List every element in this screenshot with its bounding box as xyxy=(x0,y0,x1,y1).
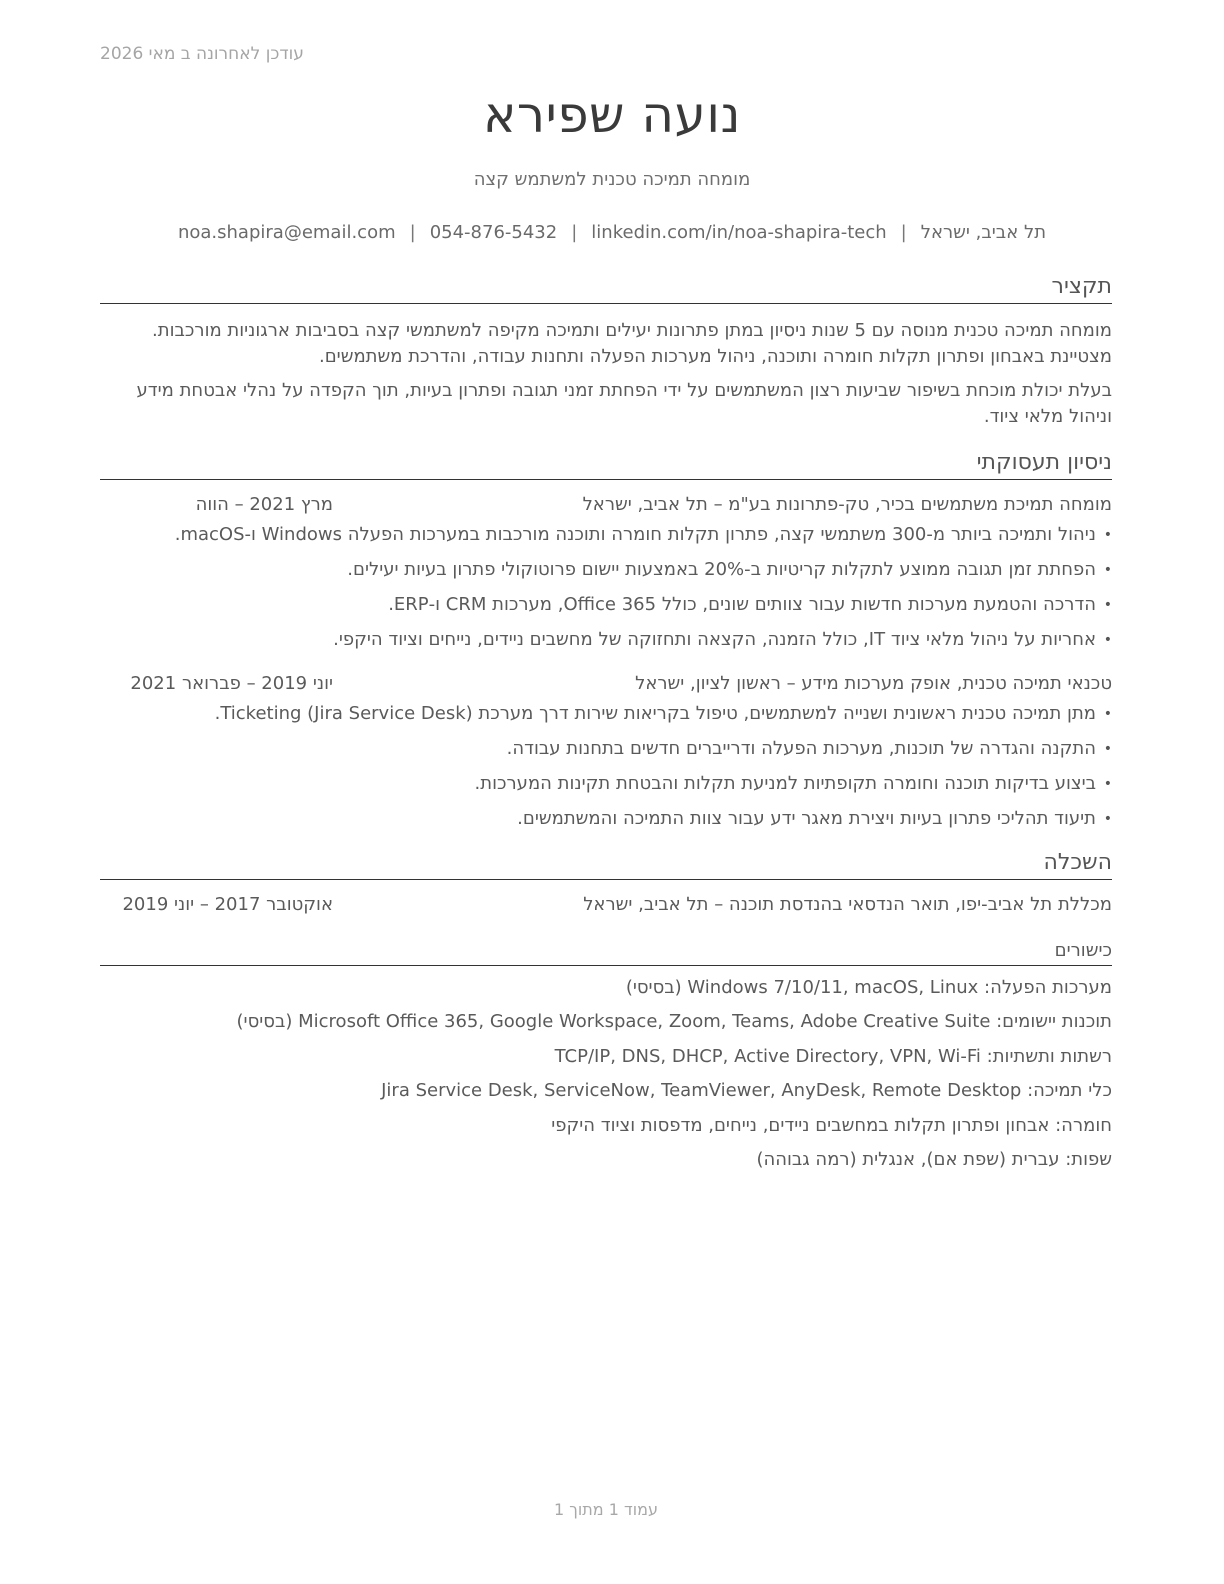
bullet-text: תיעוד תהליכי פתרון בעיות ויצירת מאגר ידע עבור צוות התמיכה והמשתמשים. xyxy=(517,808,1096,829)
contact-separator: | xyxy=(571,222,578,243)
job-header xyxy=(100,673,1112,701)
bullet-text: ניהול ותמיכה ביותר מ-300 משתמשי קצה, פתרון תקלות חומרה ותוכנה מורכבות במערכות הפעלה Windows ו-macOS. xyxy=(174,524,1096,545)
candidate-name: נועה שפירא xyxy=(483,86,741,144)
section-title-summary: תקציר xyxy=(100,272,1112,304)
education-dates: אוקטובר 2017 – יוני 2019 xyxy=(122,894,333,915)
skill-item: שפות: עברית (שפת אם), אנגלית (רמה גבוהה) xyxy=(756,1149,1112,1170)
job-title: מומחה תמיכת משתמשים בכיר, טק-פתרונות בע"מ – תל אביב, ישראל xyxy=(582,494,1112,515)
bullet-icon: • xyxy=(1103,597,1112,613)
bullet-text: הפחתת זמן תגובה ממוצע לתקלות קריטיות ב-20% באמצעות יישום פרוטוקולי פתרון בעיות יעילים. xyxy=(347,559,1096,580)
list-item xyxy=(100,557,1112,583)
resume-content xyxy=(100,272,1112,1182)
contact-phone: 054-876-5432 xyxy=(429,222,558,243)
job-entry xyxy=(100,673,1112,832)
bullet-text: הדרכה והטמעת מערכות חדשות עבור צוותים שונים, כולל Office 365, מערכות CRM ו-ERP. xyxy=(388,594,1096,615)
skill-item: כלי תמיכה: Jira Service Desk, ServiceNow, TeamViewer, AnyDesk, Remote Desktop xyxy=(381,1080,1112,1101)
bullet-text: ביצוע בדיקות תוכנה וחומרה תקופתיות למניעת תקלות והבטחת תקינות המערכות. xyxy=(474,773,1096,794)
job-dates: מרץ 2021 – הווה xyxy=(195,494,333,515)
job-bullets xyxy=(100,701,1112,832)
bullet-icon: • xyxy=(1103,706,1112,722)
skill-item: תוכנות יישומים: Microsoft Office 365, Google Workspace, Zoom, Teams, Adobe Creative Suite (בסיסי) xyxy=(236,1011,1112,1032)
section-title-education: השכלה xyxy=(100,848,1112,880)
list-item xyxy=(100,736,1112,762)
skill-item: חומרה: אבחון ופתרון תקלות במחשבים ניידים, נייחים, מדפסות וציוד היקפי xyxy=(551,1114,1112,1136)
list-item xyxy=(100,627,1112,653)
education-section xyxy=(100,848,1112,924)
bullet-text: מתן תמיכה טכנית ראשונית ושנייה למשתמשים, טיפול בקריאות שירות דרך מערכת Ticketing (Jira Service Desk). xyxy=(214,703,1096,724)
bullet-text: התקנה והגדרה של תוכנות, מערכות הפעלה ודרייברים חדשים בתחנות עבודה. xyxy=(506,738,1096,759)
contact-separator: | xyxy=(409,222,416,243)
candidate-headline: מומחה תמיכה טכנית למשתמש קצה xyxy=(473,169,751,190)
page-number: עמוד 1 מתוך 1 xyxy=(554,1500,658,1519)
summary-paragraph: מומחה תמיכה טכנית מנוסה עם 5 שנות ניסיון במתן פתרונות יעילים ותמיכה מקיפה למשתמשי קצה בסביבות ארגוניות מורכבות. מצטיינת באבחון ופתרון תקלות חומרה ותוכנה, ניהול מערכות הפעלה ותחנות עבודה, והדרכת משתמשים. xyxy=(152,320,1112,367)
bullet-icon: • xyxy=(1103,811,1112,827)
last-updated: עודכן לאחרונה ב מאי 2026 xyxy=(100,44,304,64)
contact-separator: | xyxy=(900,222,907,243)
contact-email[interactable]: noa.shapira@email.com xyxy=(177,222,396,243)
contact-linkedin[interactable]: linkedin.com/in/noa-shapira-tech xyxy=(591,222,887,243)
bullet-icon: • xyxy=(1103,632,1112,648)
job-bullets xyxy=(100,522,1112,653)
bullet-icon: • xyxy=(1103,741,1112,757)
list-item xyxy=(100,771,1112,797)
job-dates: יוני 2019 – פברואר 2021 xyxy=(130,673,333,694)
experience-section xyxy=(100,448,1112,832)
bullet-icon: • xyxy=(1103,562,1112,578)
bullet-text: אחריות על ניהול מלאי ציוד IT, כולל הזמנה, הקצאה ותחזוקה של מחשבים ניידים, נייחים וציוד היקפי. xyxy=(333,629,1096,650)
job-header xyxy=(100,494,1112,522)
list-item xyxy=(100,522,1112,548)
skill-item: מערכות הפעלה: Windows 7/10/11, macOS, Linux (בסיסי) xyxy=(625,976,1112,998)
bullet-icon: • xyxy=(1103,776,1112,792)
bullet-icon: • xyxy=(1103,527,1112,543)
list-item xyxy=(100,592,1112,618)
job-title: טכנאי תמיכה טכנית, אופק מערכות מידע – ראשון לציון, ישראל xyxy=(635,673,1112,694)
skill-item: רשתות ותשתיות: TCP/IP, DNS, DHCP, Active Directory, VPN, Wi-Fi xyxy=(554,1045,1112,1067)
summary-paragraph: בעלת יכולת מוכחת בשיפור שביעות רצון המשתמשים על ידי הפחתת זמני תגובה ופתרון בעיות, תוך הקפדה על נהלי אבטחת מידע וניהול מלאי ציוד. xyxy=(136,380,1112,427)
summary-section xyxy=(100,272,1112,430)
contact-line xyxy=(0,222,1224,243)
contact-location: תל אביב, ישראל xyxy=(920,222,1047,243)
skills-section xyxy=(100,938,1112,1173)
education-entry xyxy=(100,894,1112,924)
section-title-experience: ניסיון תעסוקתי xyxy=(100,448,1112,480)
education-title: מכללת תל אביב-יפו, תואר הנדסאי בהנדסת תוכנה – תל אביב, ישראל xyxy=(583,894,1112,915)
list-item xyxy=(100,806,1112,832)
section-title-skills: כישורים xyxy=(100,938,1112,966)
list-item xyxy=(100,701,1112,727)
job-entry xyxy=(100,494,1112,653)
